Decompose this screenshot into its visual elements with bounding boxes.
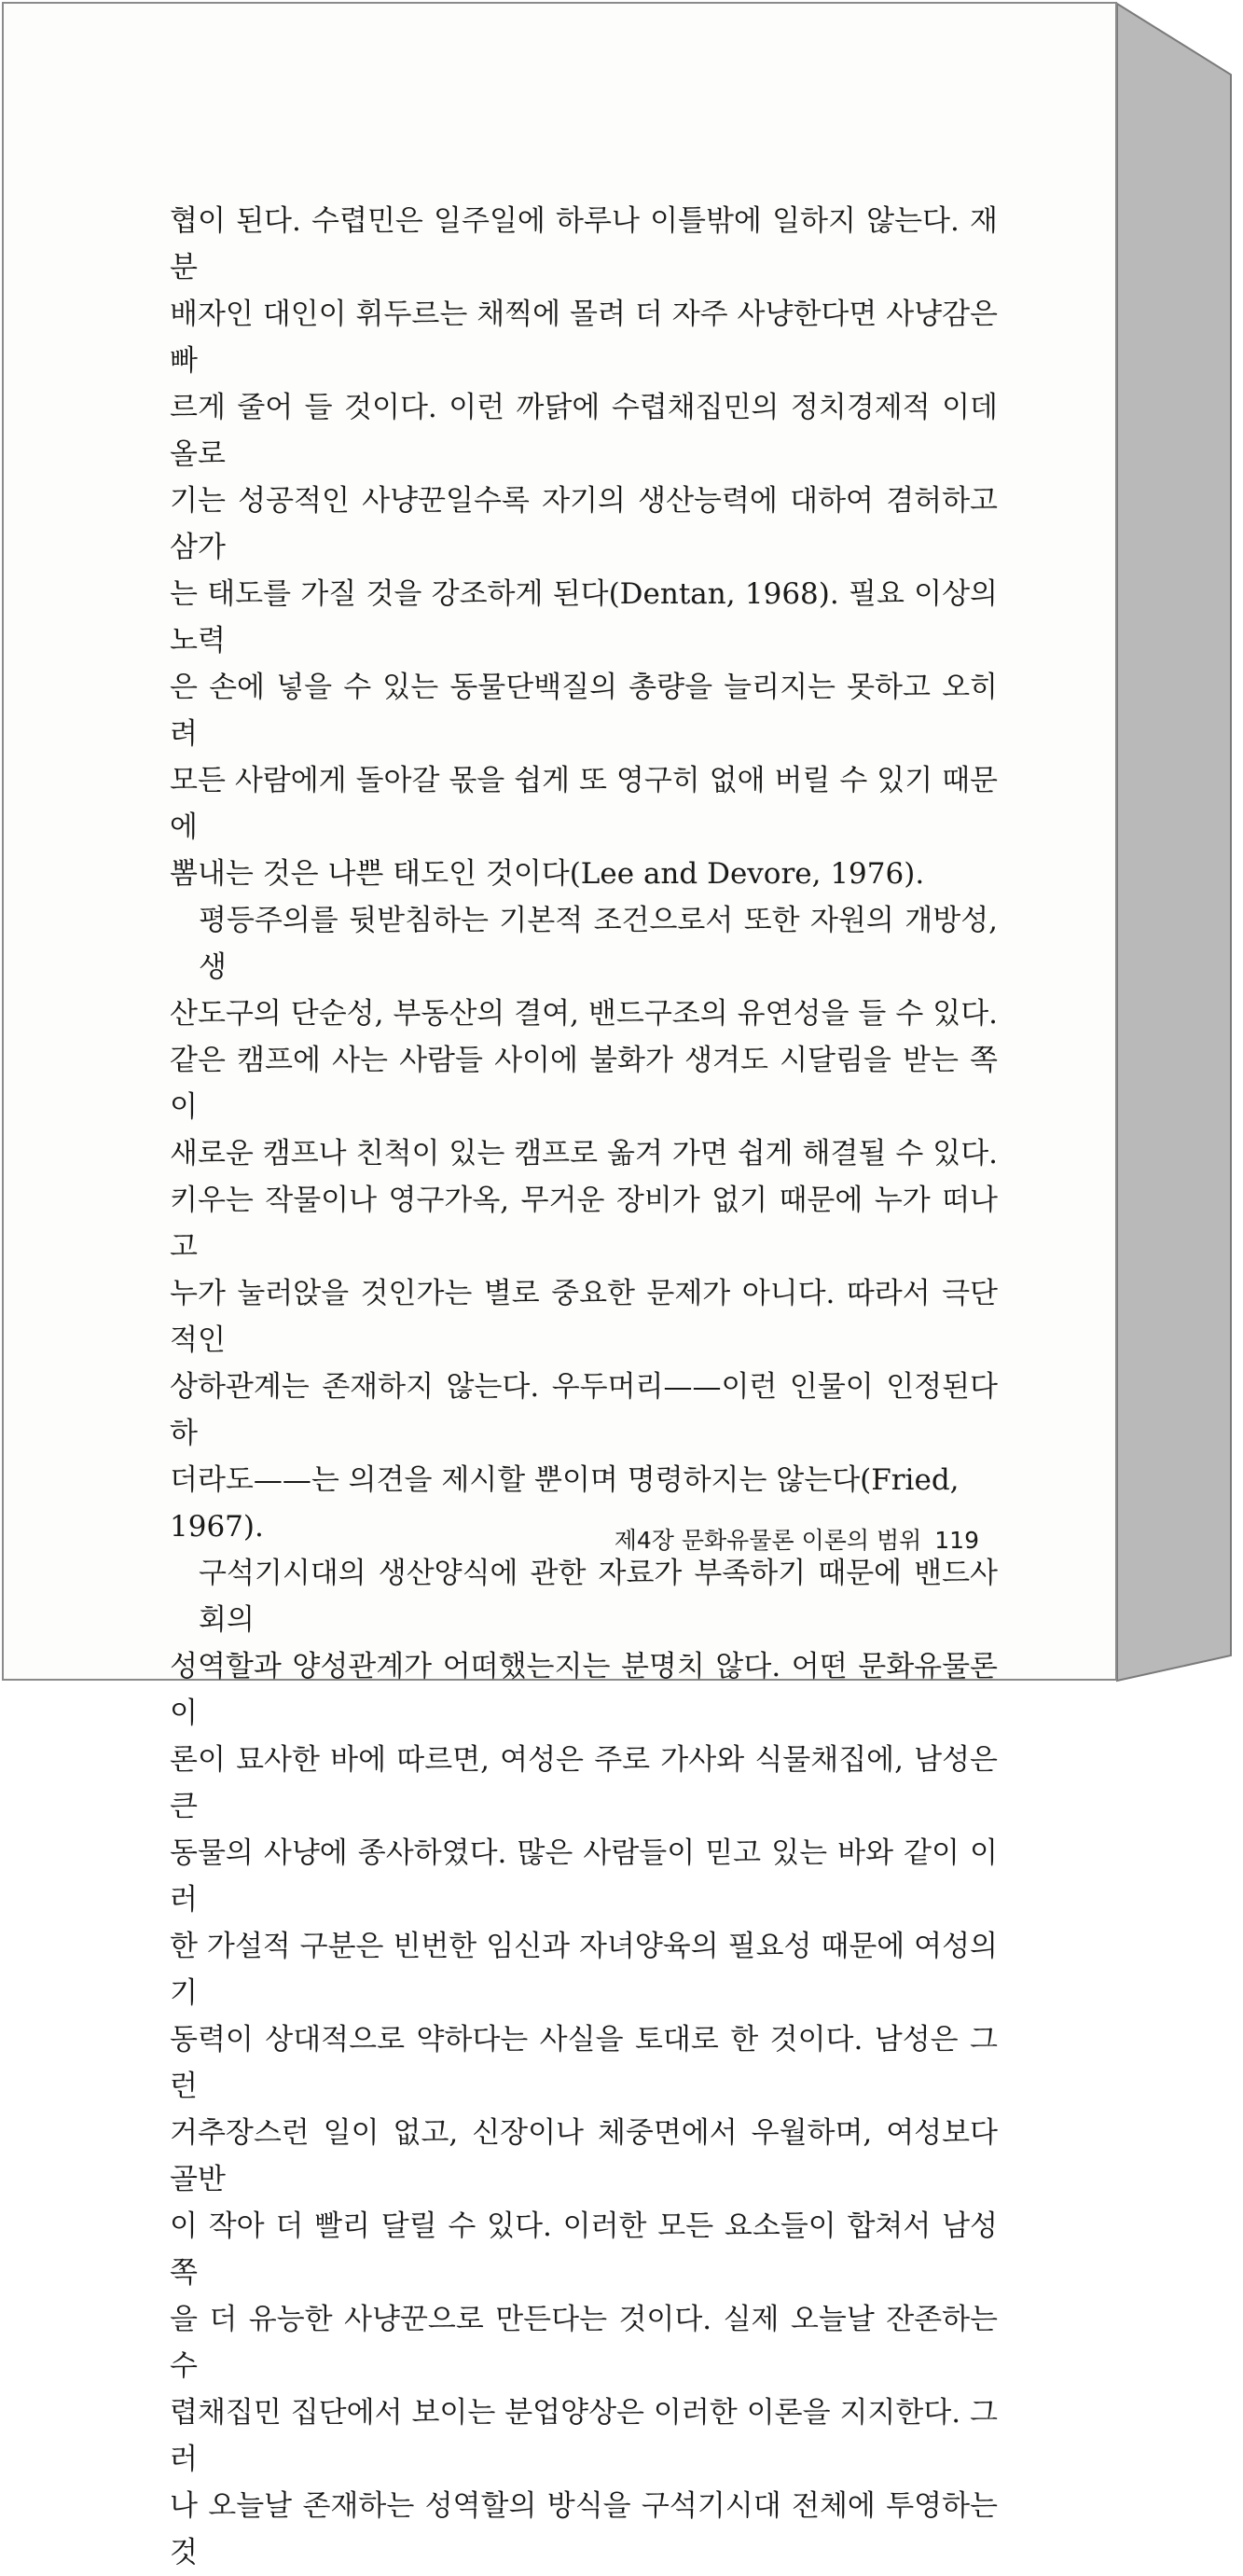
- text-line: 산도구의 단순성, 부동산의 결여, 밴드구조의 유연성을 들 수 있다.: [170, 997, 998, 1031]
- text-line: 한 가설적 구분은 빈번한 임신과 자녀양육의 필요성 때문에 여성의 기: [170, 1930, 998, 2010]
- text-line: 기는 성공적인 사냥꾼일수록 자기의 생산능력에 대하여 겸허하고 삼가: [170, 484, 998, 564]
- paragraph-3: [170, 1550, 998, 2576]
- text-line: 은 손에 넣을 수 있는 동물단백질의 총량을 늘리지는 못하고 오히려: [170, 671, 998, 751]
- text-line: 배자인 대인이 휘두르는 채찍에 몰려 더 자주 사냥한다면 사냥감은 빠: [170, 298, 998, 378]
- text-line: 론이 묘사한 바에 따르면, 여성은 주로 가사와 식물채집에, 남성은 큰: [170, 1743, 998, 1823]
- text-line: 을 더 유능한 사냥꾼으로 만든다는 것이다. 실제 오늘날 잔존하는 수: [170, 2303, 998, 2383]
- text-line: 같은 캠프에 사는 사람들 사이에 불화가 생겨도 시달림을 받는 쪽이: [170, 1044, 998, 1124]
- text-line: 평등주의를 뒷받침하는 기본적 조건으로서 또한 자원의 개방성, 생: [199, 904, 998, 984]
- text-line: 더라도——는 의견을 제시할 뿐이며 명령하지는 않는다(Fried, 1967).: [170, 1463, 960, 1544]
- paragraph-2: [170, 897, 998, 1550]
- text-line: 는 태도를 가질 것을 강조하게 된다(Dentan, 1968). 필요 이상의 노력: [170, 577, 998, 658]
- text-line: 누가 눌러앉을 것인가는 별로 중요한 문제가 아니다. 따라서 극단적인: [170, 1277, 998, 1357]
- paragraph-1: [170, 198, 998, 897]
- body-text: [170, 198, 998, 2576]
- text-line: 렵채집민 집단에서 보이는 분업양상은 이러한 이론을 지지한다. 그러: [170, 2396, 998, 2476]
- text-line: 키우는 작물이나 영구가옥, 무거운 장비가 없기 때문에 누가 떠나고: [170, 1184, 998, 1264]
- text-line: 구석기시대의 생산양식에 관한 자료가 부족하기 때문에 밴드사회의: [199, 1557, 998, 1637]
- text-line: 새로운 캠프나 친척이 있는 캠프로 옮겨 가면 쉽게 해결될 수 있다.: [170, 1137, 998, 1170]
- text-line: 모든 사람에게 돌아갈 몫을 쉽게 또 영구히 없애 버릴 수 있기 때문에: [170, 764, 998, 844]
- text-line: 동물의 사냥에 종사하였다. 많은 사람들이 믿고 있는 바와 같이 이러: [170, 1836, 998, 1917]
- page-footer: [597, 1522, 979, 1556]
- text-line: 거추장스런 일이 없고, 신장이나 체중면에서 우월하며, 여성보다 골반: [170, 2116, 998, 2196]
- text-line: 동력이 상대적으로 약하다는 사실을 토대로 한 것이다. 남성은 그런: [170, 2023, 998, 2103]
- text-line: 성역할과 양성관계가 어떠했는지는 분명치 않다. 어떤 문화유물론 이: [170, 1650, 998, 1730]
- text-line: 뽐내는 것은 나쁜 태도인 것이다(Lee and Devore, 1976).: [170, 857, 925, 891]
- text-line: 상하관계는 존재하지 않는다. 우두머리——이런 인물이 인정된다 하: [170, 1370, 998, 1450]
- chapter-title: 제4장 문화유물론 이론의 범위: [614, 1527, 922, 1554]
- text-line: 르게 줄어 들 것이다. 이런 까닭에 수렵채집민의 정치경제적 이데올로: [170, 391, 998, 471]
- text-line: 협이 된다. 수렵민은 일주일에 하루나 이틀밖에 일하지 않는다. 재분: [170, 204, 998, 284]
- page-number: 119: [934, 1527, 979, 1554]
- text-line: 이 작아 더 빨리 달릴 수 있다. 이러한 모든 요소들이 합쳐서 남성 쪽: [170, 2209, 998, 2290]
- text-line: 나 오늘날 존재하는 성역할의 방식을 구석기시대 전체에 투영하는 것: [170, 2489, 998, 2569]
